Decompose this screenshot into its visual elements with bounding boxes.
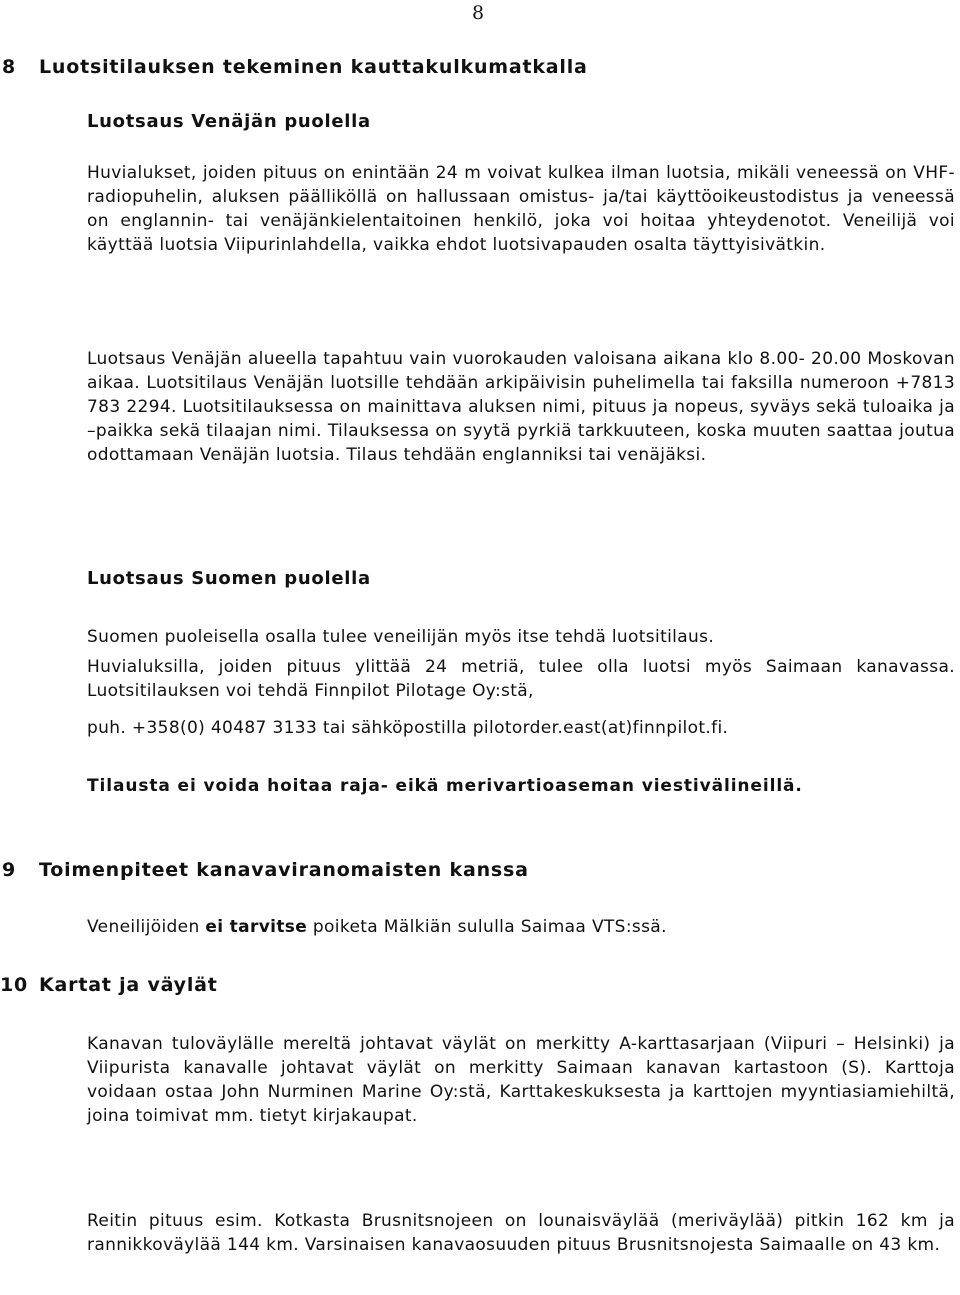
subheading-finland-pilotage: Luotsaus Suomen puolella (87, 568, 371, 589)
bold-note: Tilausta ei voida hoitaa raja- eikä merivartioaseman viestivälineillä. (87, 776, 803, 796)
section-9-number: 9 (2, 859, 17, 881)
section-9-text (87, 917, 667, 937)
finland-line-1: Suomen puoleisella osalla tulee veneilijän myös itse tehdä luotsitilaus. (87, 627, 715, 647)
finland-contact-line: puh. +358(0) 40487 3133 tai sähköpostilla pilotorder.east(at)finnpilot.fi. (87, 718, 729, 738)
section-9-text-bold: ei tarvitse (205, 917, 308, 937)
section-8-number: 8 (2, 56, 17, 78)
paragraph-finland-saimaa: Huvialuksilla, joiden pituus ylittää 24 metriä, tulee olla luotsi myös Saimaan kanavassa. Luotsitilauksen voi tehdä Finnpilot Pilotage Oy:stä, (87, 657, 955, 702)
section-9-title: Toimenpiteet kanavaviranomaisten kanssa (39, 859, 529, 881)
subheading-russia-pilotage: Luotsaus Venäjän puolella (87, 111, 371, 132)
page-number: 8 (472, 2, 485, 24)
section-9-text-after: poiketa Mälkiän sululla Saimaa VTS:ssä. (307, 917, 667, 937)
section-8-title: Luotsitilauksen tekeminen kauttakulkumatkalla (39, 56, 588, 78)
section-10-number: 10 (0, 974, 29, 996)
paragraph-charts: Kanavan tuloväylälle mereltä johtavat väylät on merkitty A-karttasarjaan (Viipuri – Helsinki) ja Viipurista kanavalle johtavat väylät on merkitty Saimaan kanavan kartastoon (S). Karttoja voidaan ostaa John Nurminen Marine Oy:stä, Karttakeskuksesta ja karttojen myyntiasiamiehiltä, joina toimivat mm. tietyt kirjakaupat. (87, 1034, 955, 1127)
section-10-title: Kartat ja väylät (39, 974, 218, 996)
paragraph-russia-conditions: Huvialukset, joiden pituus on enintään 24 m voivat kulkea ilman luotsia, mikäli veneessä on VHF- radiopuhelin, aluksen päälliköllä on hallussaan omistus- ja/tai käyttöoikeustodistus ja veneessä on englannin- tai venäjänkielentaitoinen henkilö, joka voi hoitaa yhteydenotot. Veneilijä voi käyttää luotsia Viipurinlahdella, vaikka ehdot luotsivapauden osalta täyttyisivätkin. (87, 163, 955, 256)
section-9-text-before: Veneilijöiden (87, 917, 206, 937)
paragraph-russia-ordering: Luotsaus Venäjän alueella tapahtuu vain vuorokauden valoisana aikana klo 8.00- 20.00 Moskovan aikaa. Luotsitilaus Venäjän luotsille tehdään arkipäivisin puhelimella tai faksilla numeroon +7813 783 2294. Luotsitilauksessa on mainittava aluksen nimi, pituus ja nopeus, syväys sekä tuloaika ja –paikka sekä tilaajan nimi. Tilauksessa on syytä pyrkiä tarkkuuteen, koska muuten saattaa joutua odottamaan Venäjän luotsia. Tilaus tehdään englanniksi tai venäjäksi. (87, 349, 955, 466)
paragraph-route-length: Reitin pituus esim. Kotkasta Brusnitsnojeen on lounaisväylää (meriväylää) pitkin 162 km ja rannikkoväylää 144 km. Varsinaisen kanavaosuuden pituus Brusnitsnojesta Saimaalle on 43 km. (87, 1211, 955, 1256)
